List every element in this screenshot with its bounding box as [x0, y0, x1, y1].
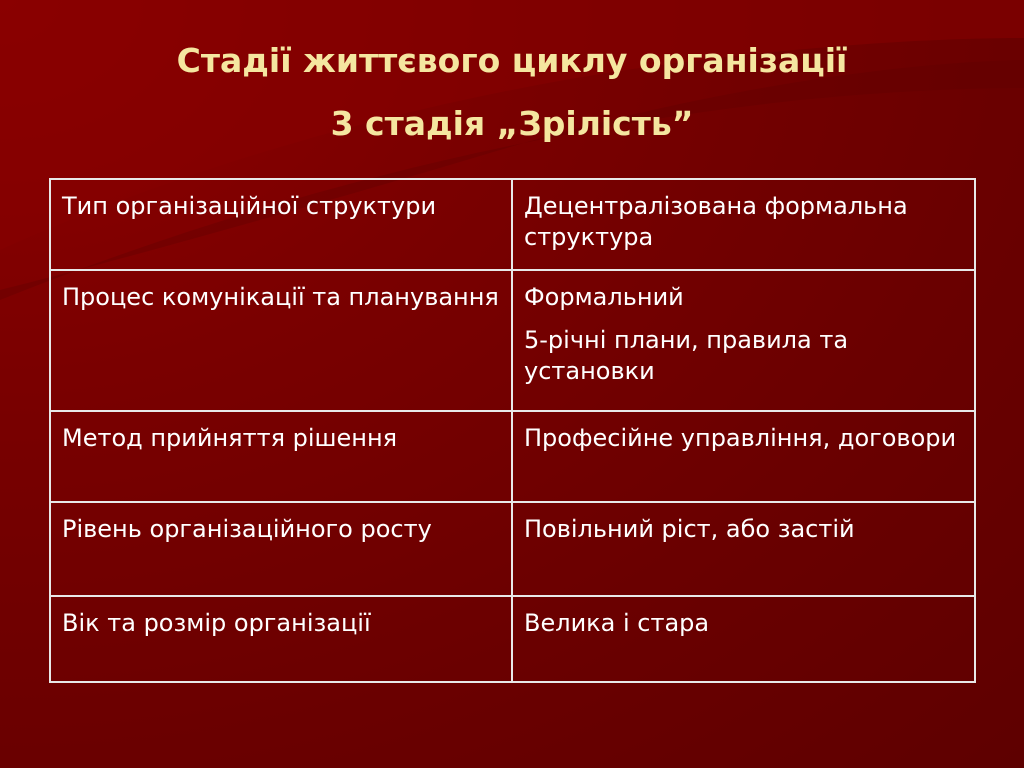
table-row: [50, 596, 975, 682]
row-value-line: 5-річні плани, правила та установки: [524, 326, 849, 386]
row-value: [512, 411, 975, 502]
table-row: [50, 270, 975, 411]
row-value-line: Повільний ріст, або застій: [524, 515, 855, 543]
slide-subtitle: 3 стадія „Зрілість”: [330, 104, 694, 143]
row-label: Вік та розмір організації: [50, 596, 512, 682]
row-value-line: Децентралізована формальна структура: [524, 192, 908, 252]
row-label: Метод прийняття рішення: [50, 411, 512, 502]
row-value: [512, 596, 975, 682]
slide-title: Стадії життєвого циклу організації: [176, 41, 848, 80]
row-value-line: Велика і стара: [524, 609, 710, 637]
row-value-line: Професійне управління, договори: [524, 424, 957, 452]
row-value: [512, 270, 975, 411]
table-row: [50, 411, 975, 502]
table-row: [50, 502, 975, 596]
stage-characteristics-table: [49, 178, 976, 683]
row-label: Рівень організаційного росту: [50, 502, 512, 596]
row-label: Тип організаційної структури: [50, 179, 512, 270]
row-value: [512, 502, 975, 596]
row-value: [512, 179, 975, 270]
row-label: Процес комунікації та планування: [50, 270, 512, 411]
row-value-line: Формальний: [524, 283, 684, 311]
table-row: [50, 179, 975, 270]
